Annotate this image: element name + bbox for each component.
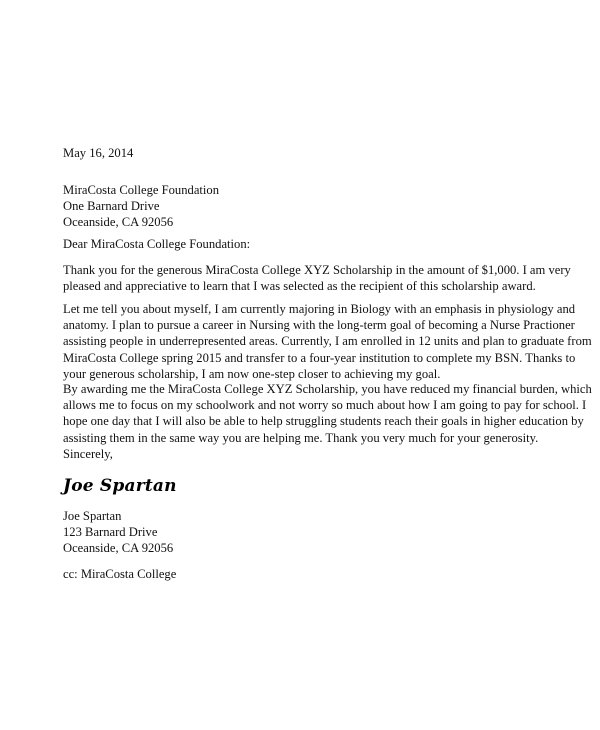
paragraph-line: assisting them in the same way you are helping me. Thank you very much for your generosity. bbox=[63, 430, 539, 445]
body-paragraph-3 bbox=[63, 381, 592, 446]
letter-date: May 16, 2014 bbox=[63, 146, 134, 160]
sender-street: 123 Barnard Drive bbox=[63, 525, 158, 539]
recipient-name: MiraCosta College Foundation bbox=[63, 183, 220, 197]
body-paragraph-2 bbox=[63, 301, 592, 382]
body-paragraph-1 bbox=[63, 262, 571, 294]
paragraph-line: By awarding me the MiraCosta College XYZ Scholarship, you have reduced my financial burden, which bbox=[63, 382, 592, 396]
cc-line: cc: MiraCosta College bbox=[63, 567, 177, 581]
salutation: Dear MiraCosta College Foundation: bbox=[63, 237, 251, 251]
paragraph-line: your generous scholarship, I am now one-step closer to achieving my goal. bbox=[63, 366, 441, 381]
handwritten-signature: Joe Spartan bbox=[63, 476, 177, 496]
closing: Sincerely, bbox=[63, 447, 113, 461]
recipient-street: One Barnard Drive bbox=[63, 199, 160, 213]
paragraph-line: Thank you for the generous MiraCosta College XYZ Scholarship in the amount of $1,000. I am very bbox=[63, 263, 571, 277]
sender-name: Joe Spartan bbox=[63, 509, 122, 523]
paragraph-line: allows me to focus on my schoolwork and not worry so much about how I am going to pay for school. I bbox=[63, 398, 587, 413]
paragraph-line: MiraCosta College spring 2015 and transfer to a four-year institution to complete my BSN. Thanks to bbox=[63, 350, 576, 365]
paragraph-line: Let me tell you about myself, I am currently majoring in Biology with an emphasis in physiology and bbox=[63, 302, 576, 316]
paragraph-line: assisting people in underrepresented areas. Currently, I am enrolled in 12 units and plan to graduate from bbox=[63, 334, 592, 349]
recipient-city-state-zip: Oceanside, CA 92056 bbox=[63, 215, 174, 229]
sender-city-state-zip: Oceanside, CA 92056 bbox=[63, 541, 174, 555]
paragraph-line: pleased and appreciative to learn that I was selected as the recipient of this scholarship award. bbox=[63, 279, 536, 294]
paragraph-line: hope one day that I will also be able to help struggling students reach their goals in higher education by bbox=[63, 414, 584, 429]
paragraph-line: anatomy. I plan to pursue a career in Nursing with the long-term goal of becoming a Nurse Practioner bbox=[63, 318, 575, 333]
